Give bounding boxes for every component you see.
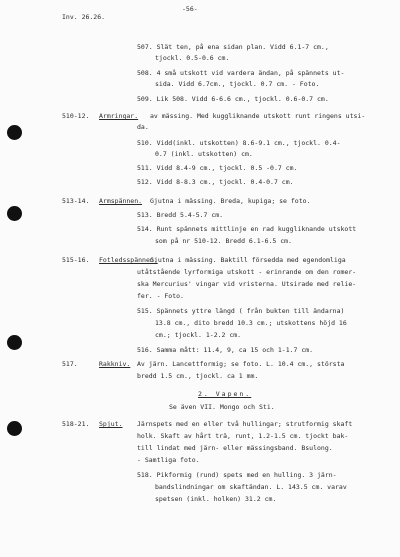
- punch-hole: [7, 335, 22, 350]
- entry-line: sida. Vidd 6.7cm., tjockl. 0.7 cm. - Foto.: [155, 80, 320, 88]
- entry-line: 508. 4 små utskott vid vardera ändan, på spännets ut-: [137, 69, 345, 77]
- page-number: -56-: [182, 5, 198, 13]
- entry-line: Järnspets med en eller två hullingar; strutformig skaft: [137, 420, 353, 428]
- entry-line: Gjutna i mässing. Baktill försedda med egendomliga: [150, 256, 346, 264]
- inventory-number: Inv. 26.26.: [62, 13, 106, 21]
- entry-line: cm.; tjockl. 1-2.2 cm.: [155, 331, 242, 339]
- entry-line: bandslindningar om skaftändan. L. 143.5 cm. varav: [155, 483, 347, 491]
- entry-line: Av järn. Lancettformig; se foto. L. 10.4 cm., största: [137, 360, 345, 368]
- entry-line: till lindat med järn- eller mässingsband. Bsulong.: [137, 444, 333, 452]
- entry-line: 507. Slät ten, på ena sidan plan. Vidd 6.1-7 cm.,: [137, 43, 329, 51]
- section-heading: 2. Vapen.: [198, 390, 252, 398]
- entry-line: Gjutna i mässing. Breda, kupiga; se foto.: [150, 197, 311, 205]
- punch-hole: [7, 125, 22, 140]
- entry-line: - Samtliga foto.: [137, 456, 200, 464]
- catalog-number: 517.: [62, 360, 78, 368]
- catalog-number: 513-14.: [62, 197, 90, 205]
- entry-line: 512. Vidd 8-8.3 cm., tjockl. 0.4-0.7 cm.: [137, 178, 294, 186]
- entry-line: av mässing. Med kuggliknande utskott runt ringens utsi-: [150, 112, 366, 120]
- punch-hole: [7, 421, 22, 436]
- category-heading: Spjut.: [99, 420, 123, 428]
- entry-line: 516. Samma mått: 11.4, 9, ca 15 och 1-1.7 cm.: [137, 346, 314, 354]
- catalog-number: 515-16.: [62, 256, 90, 264]
- catalog-number: 510-12.: [62, 112, 90, 120]
- entry-line: fer. - Foto.: [137, 292, 184, 300]
- catalog-number: 518-21.: [62, 420, 90, 428]
- entry-line: 513. Bredd 5.4-5.7 cm.: [137, 211, 224, 219]
- category-heading: Armringar.: [99, 112, 139, 120]
- entry-line: utåtstående lyrformiga utskott - erinrande om den romer-: [137, 268, 357, 276]
- entry-line: tjockl. 0.5-0.6 cm.: [155, 54, 230, 62]
- category-heading: Rakkniv.: [99, 360, 131, 368]
- entry-line: som på nr 510-12. Bredd 6.1-6.5 cm.: [155, 237, 292, 245]
- entry-line: 0.7 (inkl. utskotten) cm.: [155, 150, 253, 158]
- entry-line: spetsen (inkl. holken) 31.2 cm.: [155, 495, 277, 503]
- entry-line: 13.8 cm., dito bredd 10.3 cm.; utskottens höjd 16: [155, 319, 347, 327]
- entry-line: 510. Vidd(inkl. utskotten) 8.6-9.1 cm., tjockl. 0.4-: [137, 139, 341, 147]
- entry-line: bredd 1.5 cm., tjockl. ca 1 mm.: [137, 372, 259, 380]
- entry-line: 514. Runt spännets mittlinje en rad kuggliknande utskott: [137, 225, 357, 233]
- entry-line: 509. Lik 508. Vidd 6-6.6 cm., tjockl. 0.6-0.7 cm.: [137, 95, 329, 103]
- category-heading: Armspännen.: [99, 197, 143, 205]
- entry-line: ska Mercurius' vingar vid vristerna. Utsirade med relie-: [137, 280, 357, 288]
- punch-hole: [7, 206, 22, 221]
- entry-line: 515. Spännets yttre längd ( från bukten till ändarna): [137, 307, 345, 315]
- entry-line: da.: [137, 123, 149, 131]
- entry-line: 511. Vidd 8.4-9 cm., tjockl. 0.5 -0.7 cm.: [137, 164, 298, 172]
- section-note: Se även VII. Mongo och Sti.: [169, 403, 275, 411]
- entry-line: 518. Pikformig (rund) spets med en hulling. 3 järn-: [137, 471, 337, 479]
- category-heading: Fotledsspännen.: [99, 256, 158, 264]
- entry-line: holk. Skaft av hårt trä, runt, 1.2-1.5 cm. tjockt bak-: [137, 432, 349, 440]
